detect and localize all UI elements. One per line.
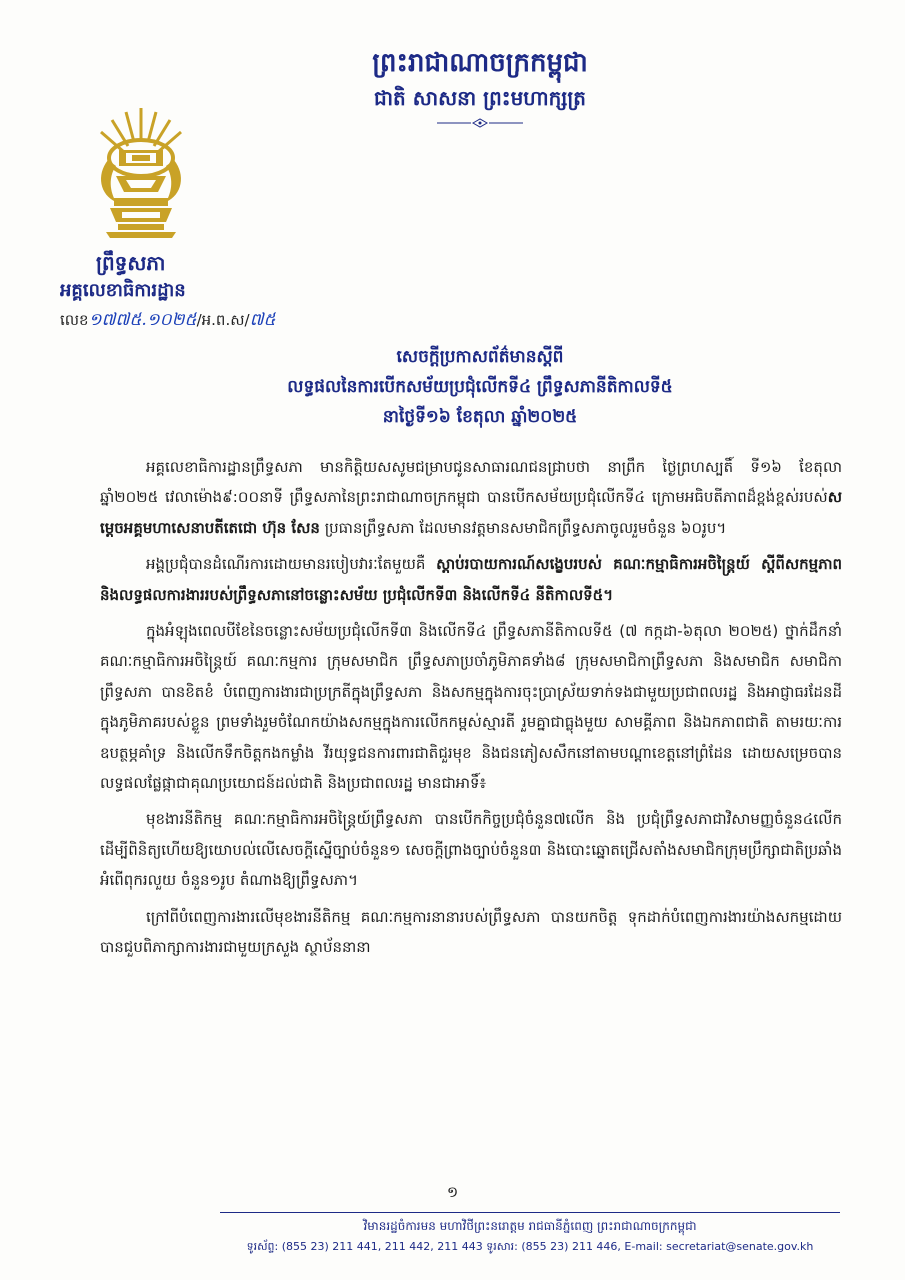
- footer-divider: [220, 1212, 840, 1213]
- reference-number-handwritten: ១៧៧៥.១០២៥: [88, 310, 197, 330]
- document-body: [100, 452, 842, 969]
- paragraph-1-text: អគ្គលេខាធិការដ្ឋានព្រឹទ្ធសភា មានកិត្តិយសសូមជម្រាបជូនសាធារណជនជ្រាបថា នាព្រឹក ថ្ងៃព្រហស្បតិ៍ ទី១៦ ខែតុលា ឆ្នាំ២០២៥ វេលាម៉ោង៩:០០នាទី ព្រឹទ្ធសភានៃព្រះរាជាណាចក្រកម្ពុជា បានបើកសម័យប្រជុំលើកទី៤ ក្រោមអធិបតីភាពដ៏ខ្ពង់ខ្ពស់របស់: [100, 458, 842, 507]
- reference-suffix: /អ.ព.ស/: [196, 311, 250, 329]
- paragraph-2: [100, 549, 842, 610]
- paragraph-1-bold: សម្តេចអគ្គមហាសេនាបតីតេជោ ហ៊ុន សែន: [100, 488, 842, 537]
- letterhead: [300, 46, 660, 128]
- paragraph-5: ក្រៅពីបំពេញការងារលើមុខងារនីតិកម្ម គណៈកម្មការនានារបស់ព្រឹទ្ធសភា បានយកចិត្ត ទុកដាក់បំពេញការងារយ៉ាងសកម្មដោយបានជួបពិភាក្សាការងារជាមួយក្រសួង ស្ថាប័ននានា: [100, 907, 842, 957]
- reference-prefix: លេខ: [60, 311, 89, 329]
- senate-emblem-icon: [86, 100, 196, 240]
- institution-name: ព្រឹទ្ធសភា: [96, 251, 166, 275]
- paragraph-2-bold: ស្តាប់របាយការណ៍សង្ខេបរបស់ គណៈកម្មាធិការអចិន្ត្រៃយ៍ ស្តីពីសកម្មភាព និងលទ្ធផលការងាររបស់ព្រឹទ្ធសភានៅចន្លោះសម័យ ប្រជុំលើកទី៣ និងលើកទី៤ នីតិកាលទី៥។: [100, 555, 842, 604]
- document-title: [150, 342, 810, 432]
- ornament-divider-icon: [435, 118, 525, 128]
- institution-block: [60, 248, 320, 304]
- reference-number: [60, 308, 276, 332]
- paragraph-1-tail: ប្រធានព្រឹទ្ធសភា ដែលមានវត្តមានសមាជិកព្រឹទ្ធសភាចូលរួមចំនួន ៦០រូប។: [319, 518, 727, 537]
- paragraph-1: [100, 452, 842, 543]
- reference-handwritten-tail: ៧៥: [249, 310, 276, 330]
- title-line-2: លទ្ធផលនៃការបើកសម័យប្រជុំលើកទី៤ ព្រឹទ្ធសភានីតិកាលទី៥: [287, 377, 673, 397]
- kingdom-name: ព្រះរាជាណាចក្រកម្ពុជា: [372, 48, 588, 78]
- paragraph-3: ក្នុងអំឡុងពេលបីខែនៃចន្លោះសម័យប្រជុំលើកទី៣ និងលើកទី៤ ព្រឹទ្ធសភានីតិកាលទី៥ (៧ កក្កដា-៦តុលា ២០២៥) ថ្នាក់ដឹកនាំ គណៈកម្មាធិការអចិន្ត្រៃយ៍ គណៈកម្មការ ក្រុមសមាជិក ព្រឹទ្ធសភាប្រចាំភូមិភាគទាំង៨ ក្រុមសមាជិកាព្រឹទ្ធសភា និងសមាជិក សមាជិកាព្រឹទ្ធសភា បានខិតខំ បំពេញការងារជាប្រក្រតីក្នុងព្រឹទ្ធសភា និងសកម្មក្នុងការចុះប្រាស្រ័យទាក់ទងជាមួយប្រជាពលរដ្ឋ និងអាជ្ញាធរដែនដីក្នុងភូមិភាគរបស់ខ្លួន ព្រមទាំងរួមចំណែកយ៉ាងសកម្មក្នុងការលើកកម្ពស់ស្មារតី រួមគ្នាជាធ្លុងមួយ សាមគ្គីភាព និងឯកភាពជាតិ តាមរយៈការឧបត្ថម្ភគាំទ្រ និងលើកទឹកចិត្តកងកម្លាំង វីរយុទ្ធជនការពារជាតិជួរមុខ និងជនភៀសសឹកនៅតាមបណ្តាខេត្តនៅព្រំដែន ដោយសម្រេចបាន លទ្ធផលផ្លែផ្កាជាគុណប្រយោជន៍ដល់ជាតិ និងប្រជាពលរដ្ឋ មានជាអាទិ៍៖: [100, 622, 842, 793]
- title-line-1: សេចក្តីប្រកាសព័ត៌មានស្តីពី: [396, 347, 564, 367]
- footer-address: វិមានរដ្ឋចំការមន មហាវិថីព្រះនរោត្តម រាជធានីភ្នំពេញ ព្រះរាជាណាចក្រកម្ពុជា: [363, 1219, 697, 1233]
- page-number: ១: [446, 1183, 459, 1201]
- paragraph-4: មុខងារនីតិកម្ម គណៈកម្មាធិការអចិន្ត្រៃយ៍ព្រឹទ្ធសភា បានបើកកិច្ចប្រជុំចំនួន៧លើក និង ប្រជុំព្រឹទ្ធសភាជាវិសាមញ្ញចំនួន៤លើក ដើម្បីពិនិត្យហើយឱ្យយោបល់លើសេចក្តីស្នើច្បាប់ចំនួន១ សេចក្តីព្រាងច្បាប់ចំនួន៣ និងបោះឆ្នោតជ្រើសតាំងសមាជិកក្រុមប្រឹក្សាជាតិប្រឆាំងអំពើពុករលួយ ចំនួន១រូប តំណាងឱ្យព្រឹទ្ធសភា។: [100, 810, 842, 890]
- footer-contact: ទូរស័ព្ទ: (855 23) 211 441, 211 442, 211 443 ទូរសារ: (855 23) 211 446, E-mail: secretariat@senate.gov.kh: [246, 1240, 814, 1253]
- department-name: អគ្គលេខាធិការដ្ឋាន: [60, 280, 186, 301]
- national-motto: ជាតិ សាសនា ព្រះមហាក្សត្រ: [374, 86, 586, 110]
- title-line-3: នាថ្ងៃទី១៦ ខែតុលា ឆ្នាំ២០២៥: [382, 407, 578, 427]
- paragraph-2-text: អង្គប្រជុំបានដំណើរការដោយមានរបៀបវារៈតែមួយគឺ: [146, 555, 437, 574]
